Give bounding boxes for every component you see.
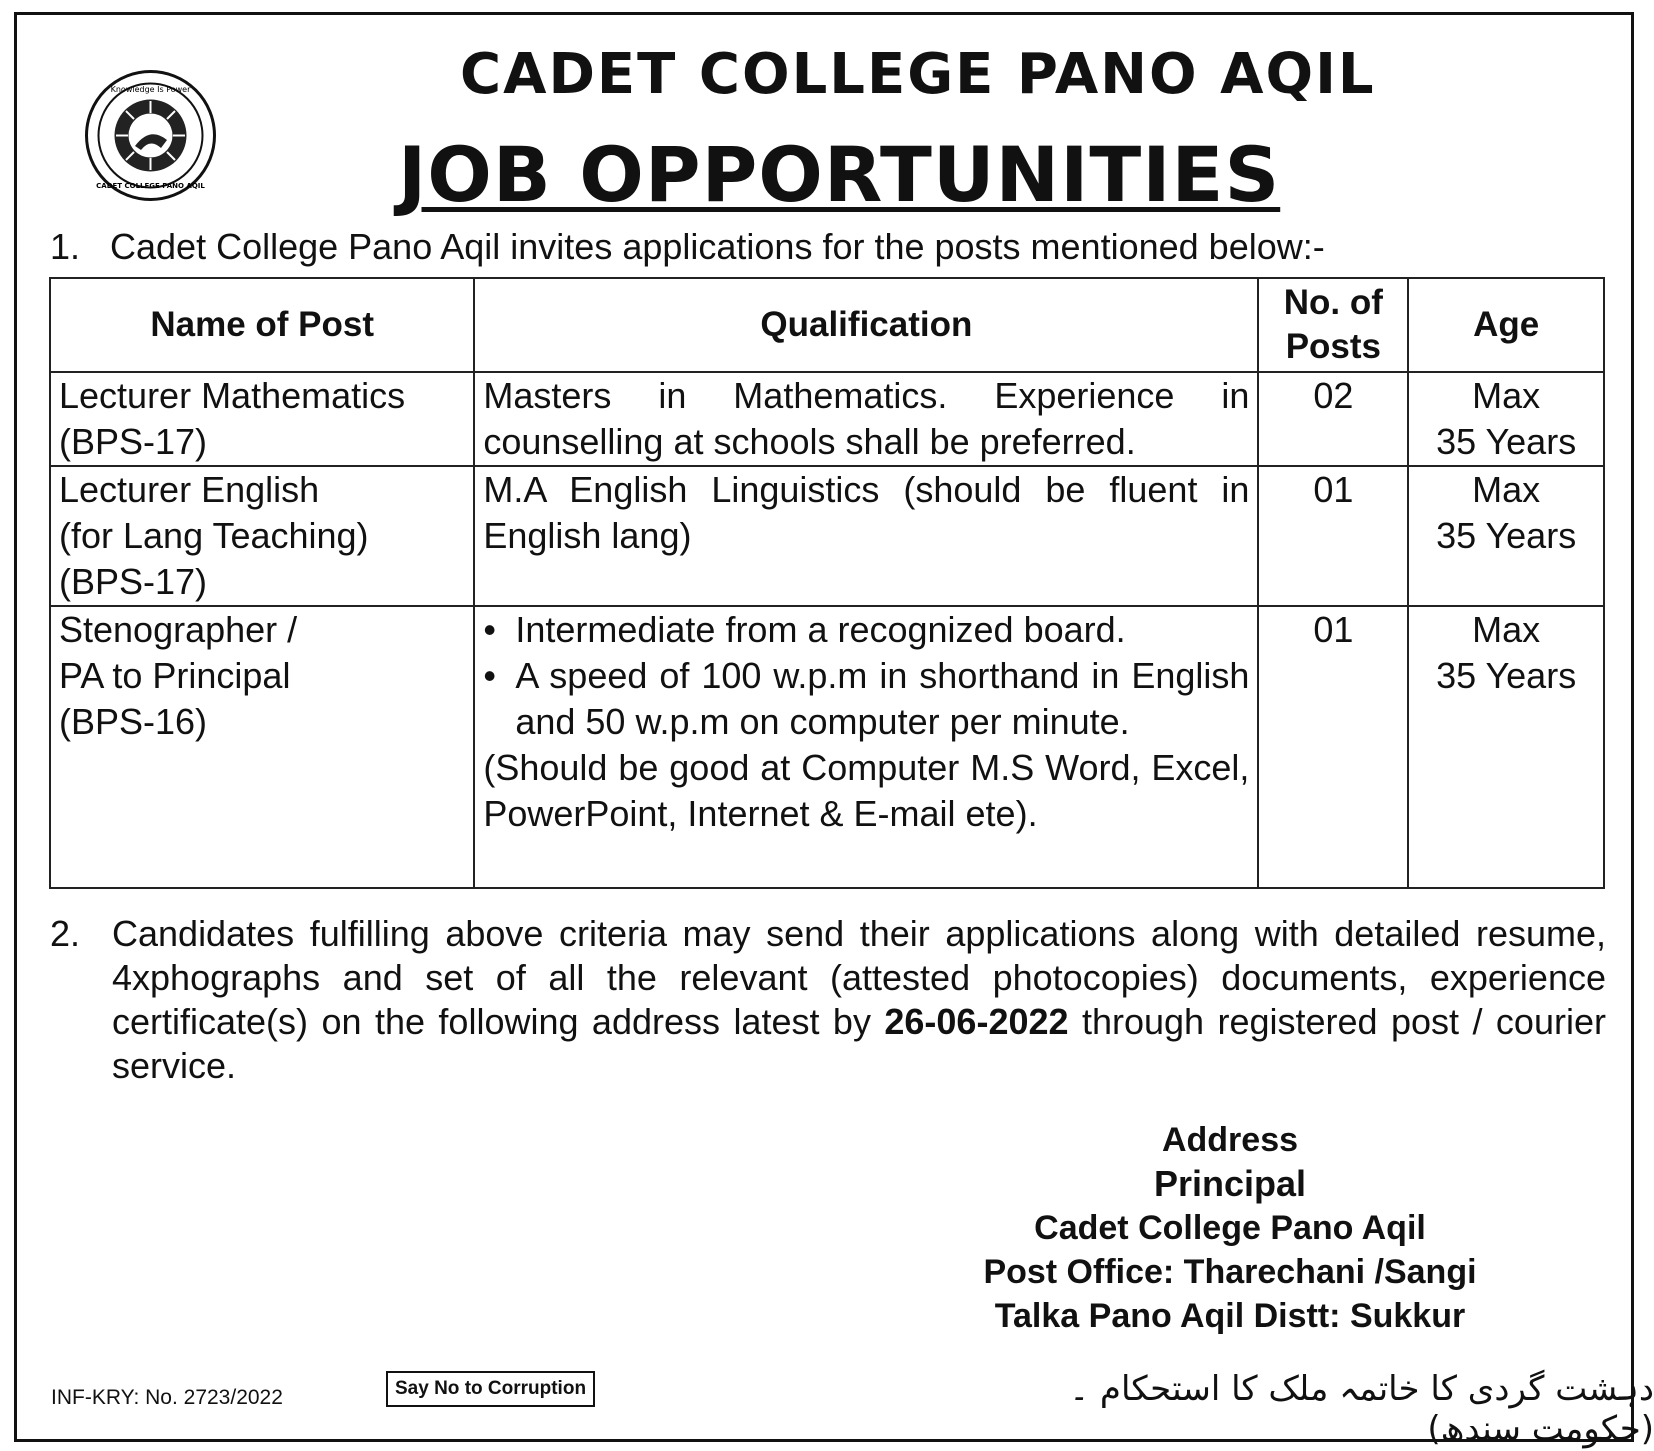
- post-name-cell: [50, 372, 474, 466]
- table-row: [50, 606, 1604, 888]
- age-max-label: Max: [1472, 469, 1541, 510]
- age-cell: [1408, 466, 1604, 606]
- bullet-text: A speed of 100 w.p.m in shorthand in English and 50 w.p.m on computer per minute.: [515, 655, 1250, 742]
- instructions-paragraph: [50, 912, 1606, 1088]
- qualification-cell: [474, 606, 1258, 888]
- header-no-of-posts-text: No. of Posts: [1283, 283, 1383, 366]
- address-line: Cadet College Pano Aqil: [1034, 1209, 1426, 1247]
- svg-text:Knowledge Is Power: Knowledge Is Power: [110, 85, 191, 94]
- age-max-label: Max: [1472, 375, 1541, 416]
- address-title: Principal: [1153, 1163, 1307, 1204]
- table-row: [50, 466, 1604, 606]
- bullet-icon: •: [483, 609, 496, 650]
- header-name-of-post: Name of Post: [50, 278, 474, 372]
- post-name-cell: [50, 606, 474, 888]
- age-cell: [1408, 606, 1604, 888]
- post-grade-line: (BPS-16): [59, 701, 208, 742]
- qualification-note: (Should be good at Computer M.S Word, Excel, PowerPoint, Internet & E-mail ete).: [483, 747, 1250, 834]
- post-subtitle-line: (for Lang Teaching): [59, 515, 369, 556]
- age-value: 35 Years: [1436, 515, 1577, 556]
- page-title: JOB OPPORTUNITIES: [398, 130, 1281, 219]
- qualification-bullet: [483, 653, 1249, 745]
- post-name-line: Lecturer Mathematics: [59, 375, 406, 416]
- address-label: Address: [1161, 1121, 1299, 1159]
- age-cell: [1408, 372, 1604, 466]
- post-subtitle-line: PA to Principal: [59, 655, 291, 696]
- instructions-body: [112, 912, 1606, 1088]
- table-row: [50, 372, 1604, 466]
- college-name: CADET COLLEGE PANO AQIL: [460, 42, 1376, 107]
- paragraph-number: 2.: [50, 913, 81, 954]
- anti-corruption-badge: Say No to Corruption: [386, 1371, 595, 1407]
- qualification-cell: M.A English Linguistics (should be fluent in English lang): [474, 466, 1258, 606]
- post-name-line: Lecturer English: [59, 469, 320, 510]
- posts-count-cell: 01: [1258, 466, 1408, 606]
- header-no-of-posts: [1258, 278, 1408, 372]
- qualification-bullet: [483, 607, 1249, 653]
- post-name-line: Stenographer /: [59, 609, 298, 650]
- bullet-text: Intermediate from a recognized board.: [515, 609, 1126, 650]
- qualification-cell: Masters in Mathematics. Experience in counselling at schools shall be preferred.: [474, 372, 1258, 466]
- address-block: [880, 1118, 1580, 1338]
- svg-text:CADET COLLEGE PANO AQIL: CADET COLLEGE PANO AQIL: [96, 182, 205, 190]
- header-age: Age: [1408, 278, 1604, 372]
- intro-paragraph: [50, 226, 1325, 268]
- posts-count-cell: 02: [1258, 372, 1408, 466]
- urdu-slogan: دہشت گردی کا خاتمہ ملک کا استحکام ۔ (حکومت سندھ): [1069, 1369, 1654, 1449]
- age-value: 35 Years: [1436, 655, 1577, 696]
- post-grade-line: (BPS-17): [59, 421, 208, 462]
- post-grade-line: (BPS-17): [59, 561, 208, 602]
- deadline-date: 26-06-2022: [884, 1001, 1069, 1042]
- age-max-label: Max: [1472, 609, 1541, 650]
- instructions-text: Candidates fulfilling above criteria may send their applications along with detailed resume, 4xphographs and set of all the relevant (attested photocopies) documents, experience certificate(s) on the following address latest by: [112, 913, 1606, 1042]
- college-logo-icon: [83, 68, 218, 203]
- instructions-tail: through registered post / courier service.: [112, 1001, 1606, 1086]
- bullet-icon: •: [483, 655, 496, 696]
- address-line: Post Office: Tharechani /Sangi: [983, 1253, 1477, 1291]
- table-header-row: [50, 278, 1604, 372]
- reference-number: INF-KRY: No. 2723/2022: [51, 1386, 283, 1409]
- intro-number: 1.: [50, 226, 81, 267]
- intro-text: Cadet College Pano Aqil invites applications for the posts mentioned below:-: [110, 226, 1325, 267]
- posts-table: [49, 277, 1605, 889]
- header-qualification: Qualification: [474, 278, 1258, 372]
- address-line: Talka Pano Aqil Distt: Sukkur: [994, 1297, 1466, 1335]
- posts-count-cell: 01: [1258, 606, 1408, 888]
- post-name-cell: [50, 466, 474, 606]
- age-value: 35 Years: [1436, 421, 1577, 462]
